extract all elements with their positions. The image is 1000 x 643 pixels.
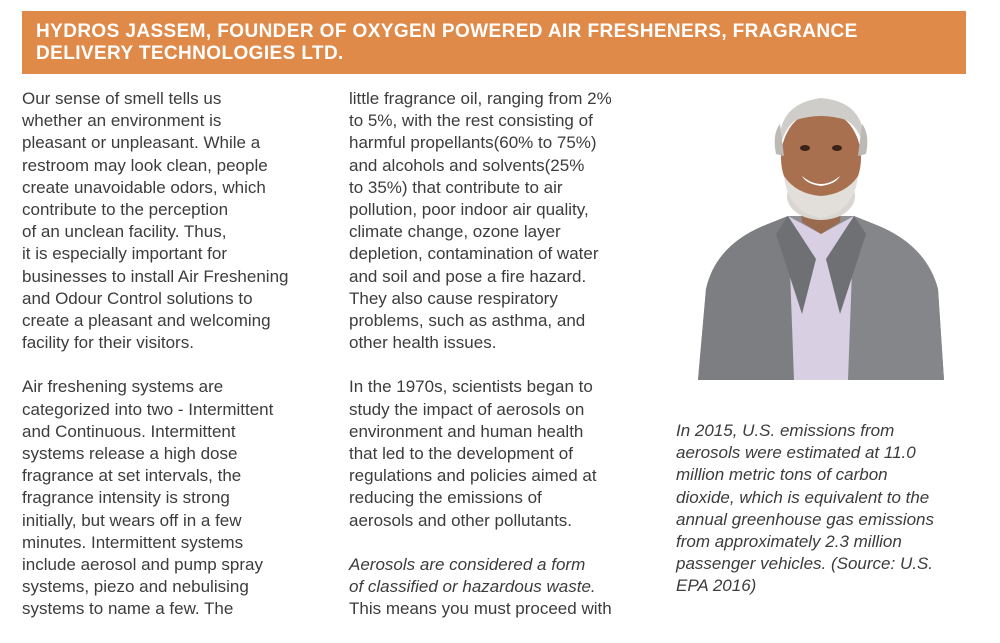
body-paragraph: Air freshening systems are categorized into two - Intermittent and Continuous. Intermittent systems release a high dose fragrance at set intervals, the fragrance intensity is strong initially, but wears off in a few minutes. Intermittent systems include aerosol and pump spray systems, piezo and nebulising systems to name a few. The (22, 377, 274, 619)
emphasized-paragraph: Aerosols are considered a form of classified or hazardous waste. (349, 554, 596, 597)
body-paragraph: Our sense of smell tells us whether an environment is pleasant or unpleasant. While a restroom may look clean, people create unavoidable odors, which contribute to the perception of an unclean facility. Thus, it is especially important for businesses to install Air Freshening and Odour Control solutions to create a pleasant and welcoming facility for their visitors. (22, 89, 289, 353)
body-paragraph: This means you must proceed with (349, 599, 612, 619)
photo-caption: In 2015, U.S. emissions from aerosols were estimated at 11.0 million metric tons of carbon dioxide, which is equivalent to the annual greenhouse gas emissions from approximately 2.3 million passenger vehicles. (Source: U.S. EPA 2016) (676, 421, 935, 596)
text-column-left (22, 88, 322, 643)
article-header-bar (22, 11, 966, 74)
portrait-photo-icon (676, 84, 966, 384)
text-column-middle (349, 88, 649, 642)
body-paragraph: little fragrance oil, ranging from 2% to 5%, with the rest consisting of harmful propellants(60% to 75%) and alcohols and solvents(25% to 35%) that contribute to air pollution, poor indoor air quality, climate change, ozone layer depletion, contamination of water and soil and pose a fire hazard. They also cause respiratory problems, such as asthma, and other health issues. (349, 89, 612, 353)
article-title: HYDROS JASSEM, FOUNDER OF OXYGEN POWERED AIR FRESHENERS, FRAGRANCE DELIVERY TECHNOLOGIES LTD. (36, 21, 858, 64)
body-paragraph: In the 1970s, scientists began to study the impact of aerosols on environment and human health that led to the development of regulations and policies aimed at reducing the emissions of aerosols and other pollutants. (349, 377, 597, 530)
founder-portrait-photo (676, 84, 966, 384)
